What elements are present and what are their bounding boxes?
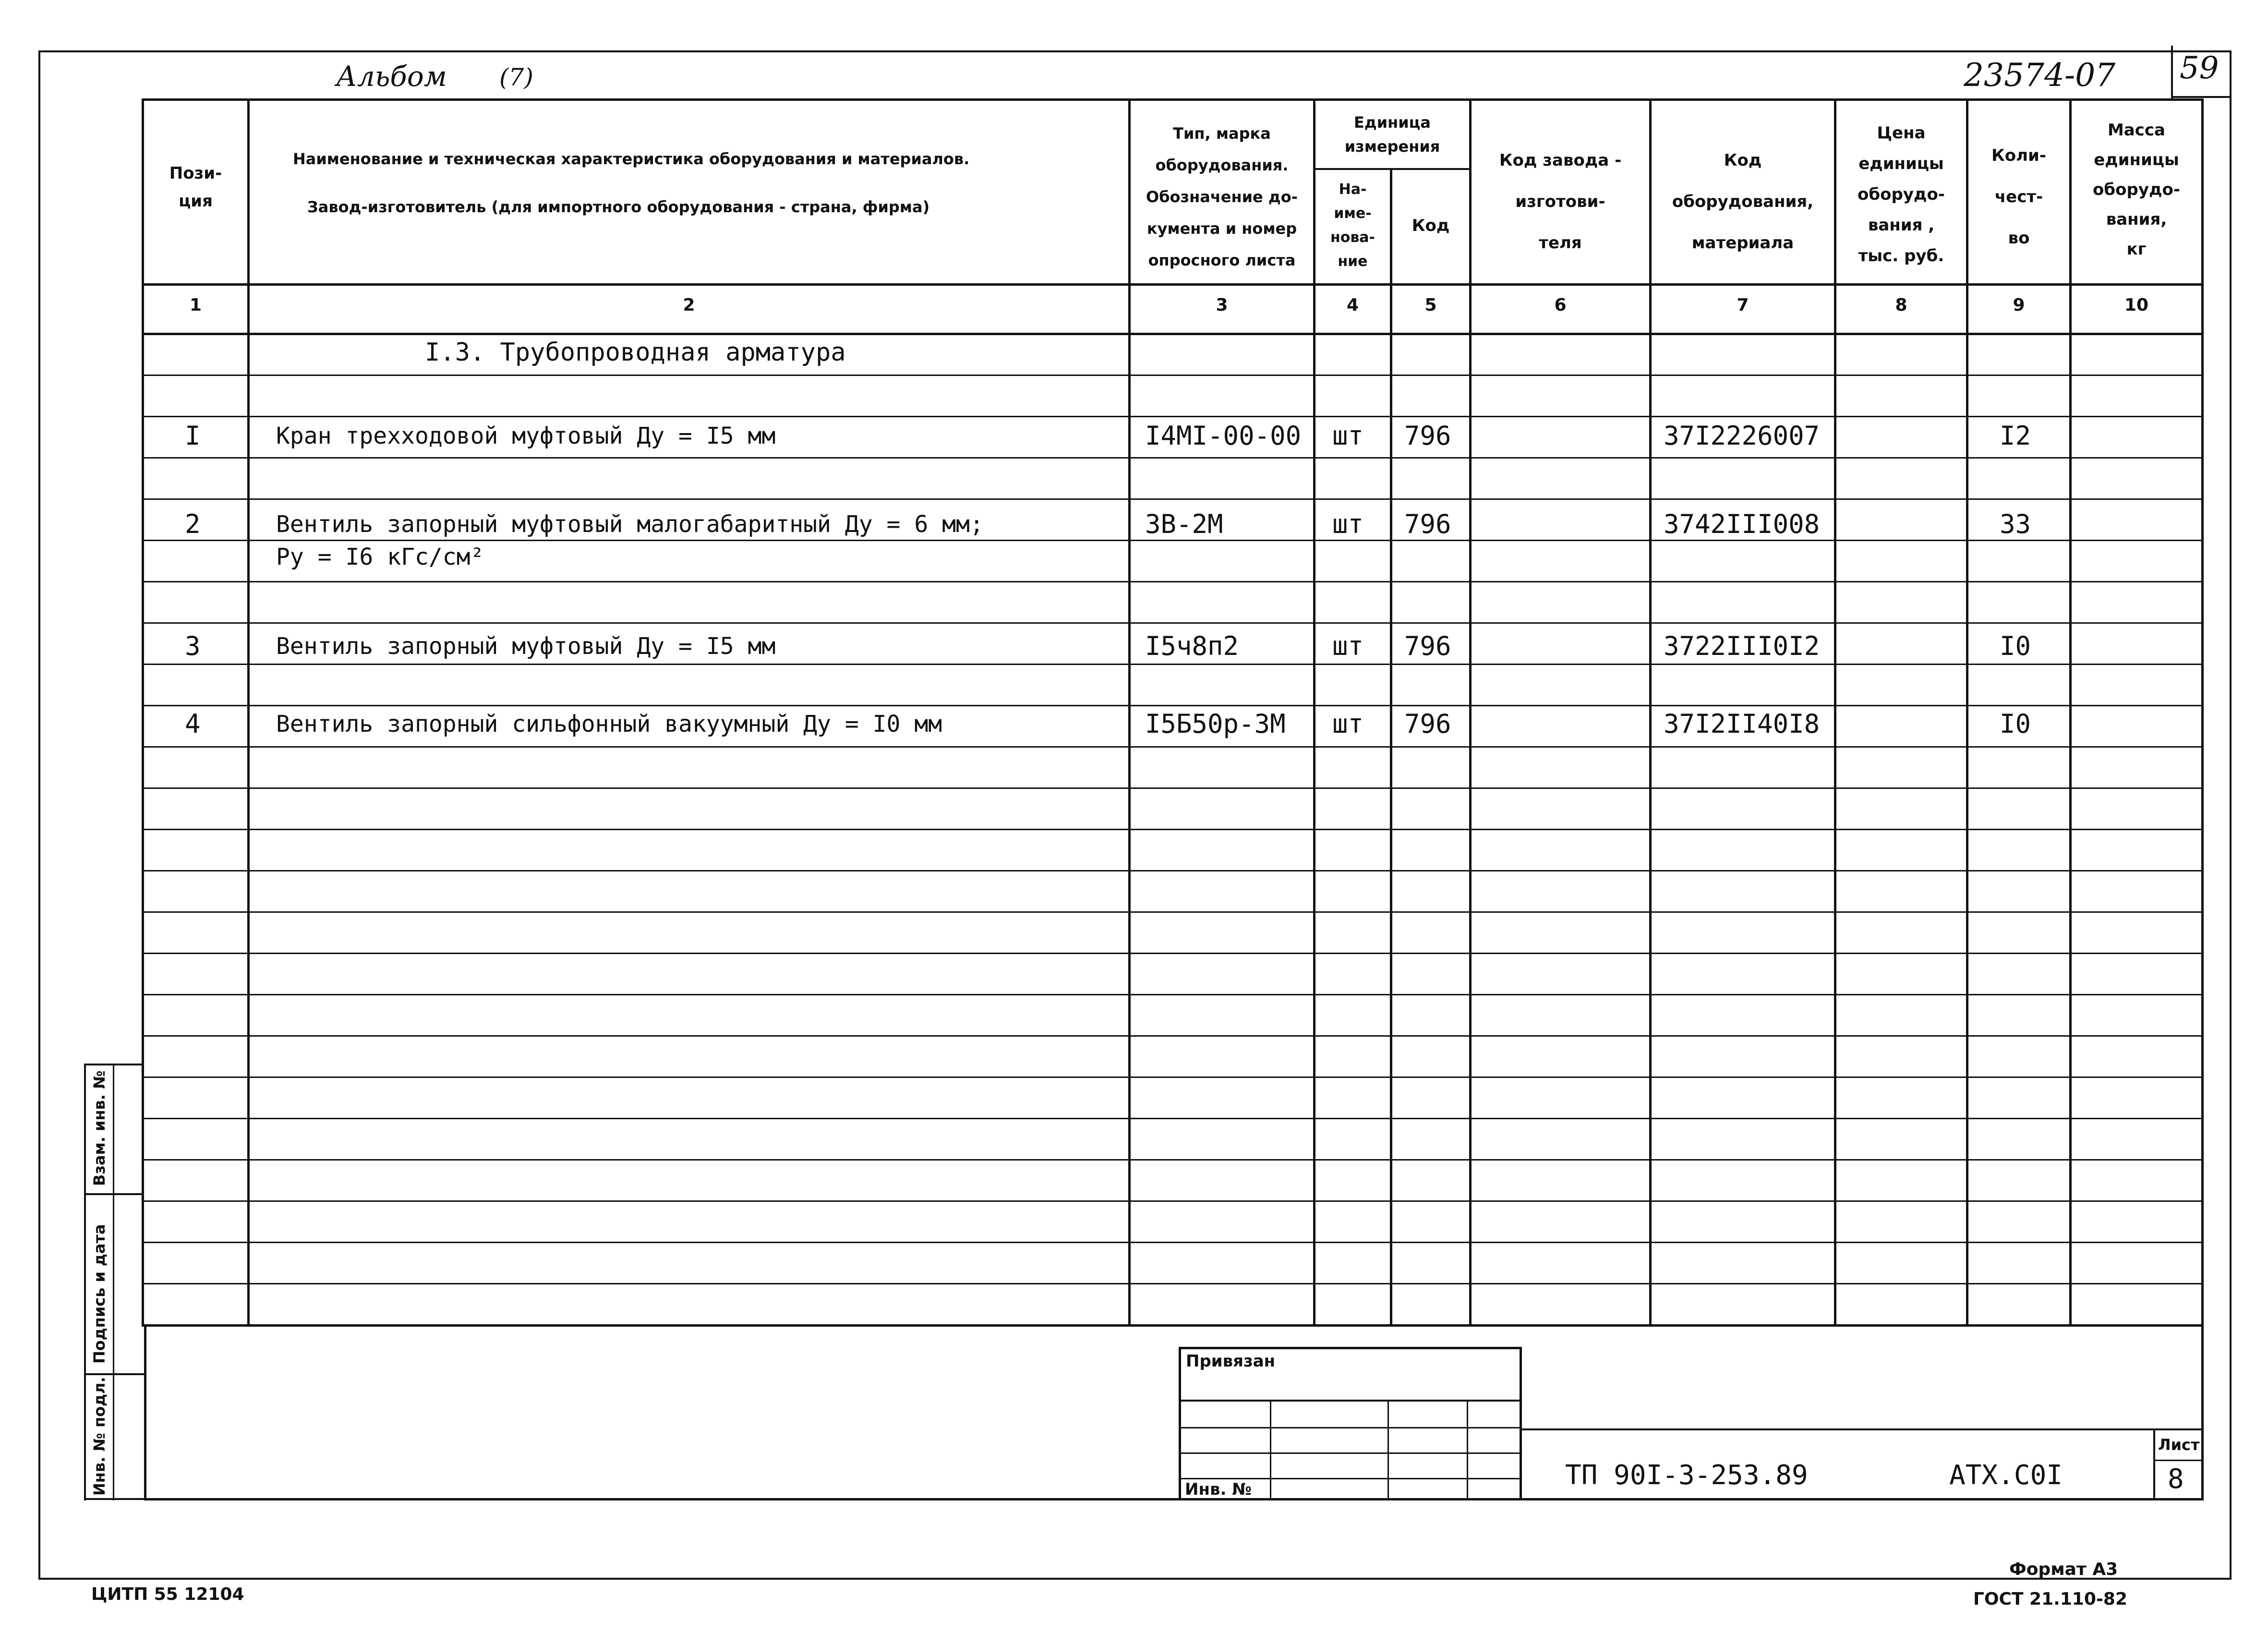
row1-unit: шт [1332,421,1364,451]
row1-unit-code: 796 [1404,421,1451,451]
row1-pos: I [185,421,201,451]
row4-name: Вентиль запорный сильфонный вакуумный Ду = I0 мм [276,711,942,738]
header-equipment-code: Код оборудования, материала [1672,151,1814,253]
row3-equip-code: 3722III0I2 [1664,631,1820,661]
stamp-list-number: 8 [2168,1464,2184,1495]
colnum-1: 1 [189,295,202,315]
row2-unit: шт [1332,509,1364,539]
header-plant-code: Код завода - изготови- теля [1499,151,1622,253]
colnum-6: 6 [1554,295,1567,315]
doc-number: 23574-07 [1964,57,2116,94]
row3-qty: I0 [2000,631,2031,661]
stamp-list-label: Лист [2158,1436,2200,1454]
stamp-inv-no: Инв. № [1185,1480,1252,1499]
footer-citp: ЦИТП 55 12104 [91,1585,244,1604]
row2-name: Вентиль запорный муфтовый малогабаритный Ду = 6 мм; [276,511,984,538]
header-unit-group: Единица измерения [1344,113,1440,156]
colnum-3: 3 [1216,295,1228,315]
row2-unit-code: 796 [1404,509,1451,539]
row2-equip-code: 3742III008 [1664,509,1820,539]
footer-gost: ГОСТ 21.110-82 [1973,1589,2128,1609]
colnum-5: 5 [1424,295,1437,315]
stamp-tp-code: ТП 90I-3-253.89 [1565,1460,1808,1491]
header-price: Цена единицы оборудо- вания , тыс. руб. [1858,123,1945,266]
header-name-line1: Наименование и техническая характеристика оборудования и материалов. [293,150,970,168]
row2-qty: 33 [2000,509,2031,539]
row4-equip-code: 37I2II40I8 [1664,709,1820,739]
footer-format: Формат А3 [2009,1560,2118,1579]
row2-type: 3В-2М [1145,509,1223,539]
row1-name: Кран трехходовой муфтовый Ду = I5 мм [276,423,776,449]
header-unit-name: На- име- нова- ние [1330,181,1375,270]
row4-type: I5Б50р-3М [1145,709,1286,739]
stamp-privyazan: Привязан [1186,1352,1276,1371]
row3-name: Вентиль запорный муфтовый Ду = I5 мм [276,633,776,660]
header-position: Пози- ция [169,164,222,211]
header-unit-code: Код [1411,216,1450,235]
row1-qty: I2 [2000,421,2031,451]
row3-pos: 3 [185,631,201,661]
row2-pos: 2 [185,509,201,539]
colnum-10: 10 [2124,295,2149,315]
album-label: Альбом [336,60,447,93]
colnum-7: 7 [1737,295,1749,315]
header-quantity: Коли- чест- во [1991,146,2046,248]
side-label-vzam: Взам. инв. № [90,1070,109,1186]
side-label-podpis: Подпись и дата [90,1224,109,1364]
colnum-2: 2 [683,295,695,315]
row1-equip-code: 37I2226007 [1664,421,1820,451]
stamp-atx-code: АТХ.С0I [1949,1460,2063,1491]
row3-type: I5ч8п2 [1145,631,1239,661]
section-title: I.3. Трубопроводная арматура [425,338,846,367]
colnum-4: 4 [1346,295,1359,315]
colnum-9: 9 [2013,295,2025,315]
row4-qty: I0 [2000,709,2031,739]
page-number: 59 [2180,50,2219,86]
row1-type: I4МI-00-00 [1145,421,1302,451]
header-name-line2: Завод-изготовитель (для импортного оборудования - страна, фирма) [307,198,930,216]
side-label-inv: Инв. № подл. [90,1377,109,1496]
row4-pos: 4 [185,709,201,739]
colnum-8: 8 [1895,295,1907,315]
row3-unit: шт [1332,631,1364,661]
header-mass: Масса единицы оборудо- вания, кг [2093,121,2180,259]
row4-unit: шт [1332,709,1364,739]
header-type: Тип, марка оборудования. Обозначение до- кумента и номер опросного листа [1146,124,1298,269]
row3-unit-code: 796 [1404,631,1451,661]
row4-unit-code: 796 [1404,709,1451,739]
album-number: (7) [499,63,533,91]
row2-name-line2: Ру = I6 кГс/см² [276,544,484,570]
